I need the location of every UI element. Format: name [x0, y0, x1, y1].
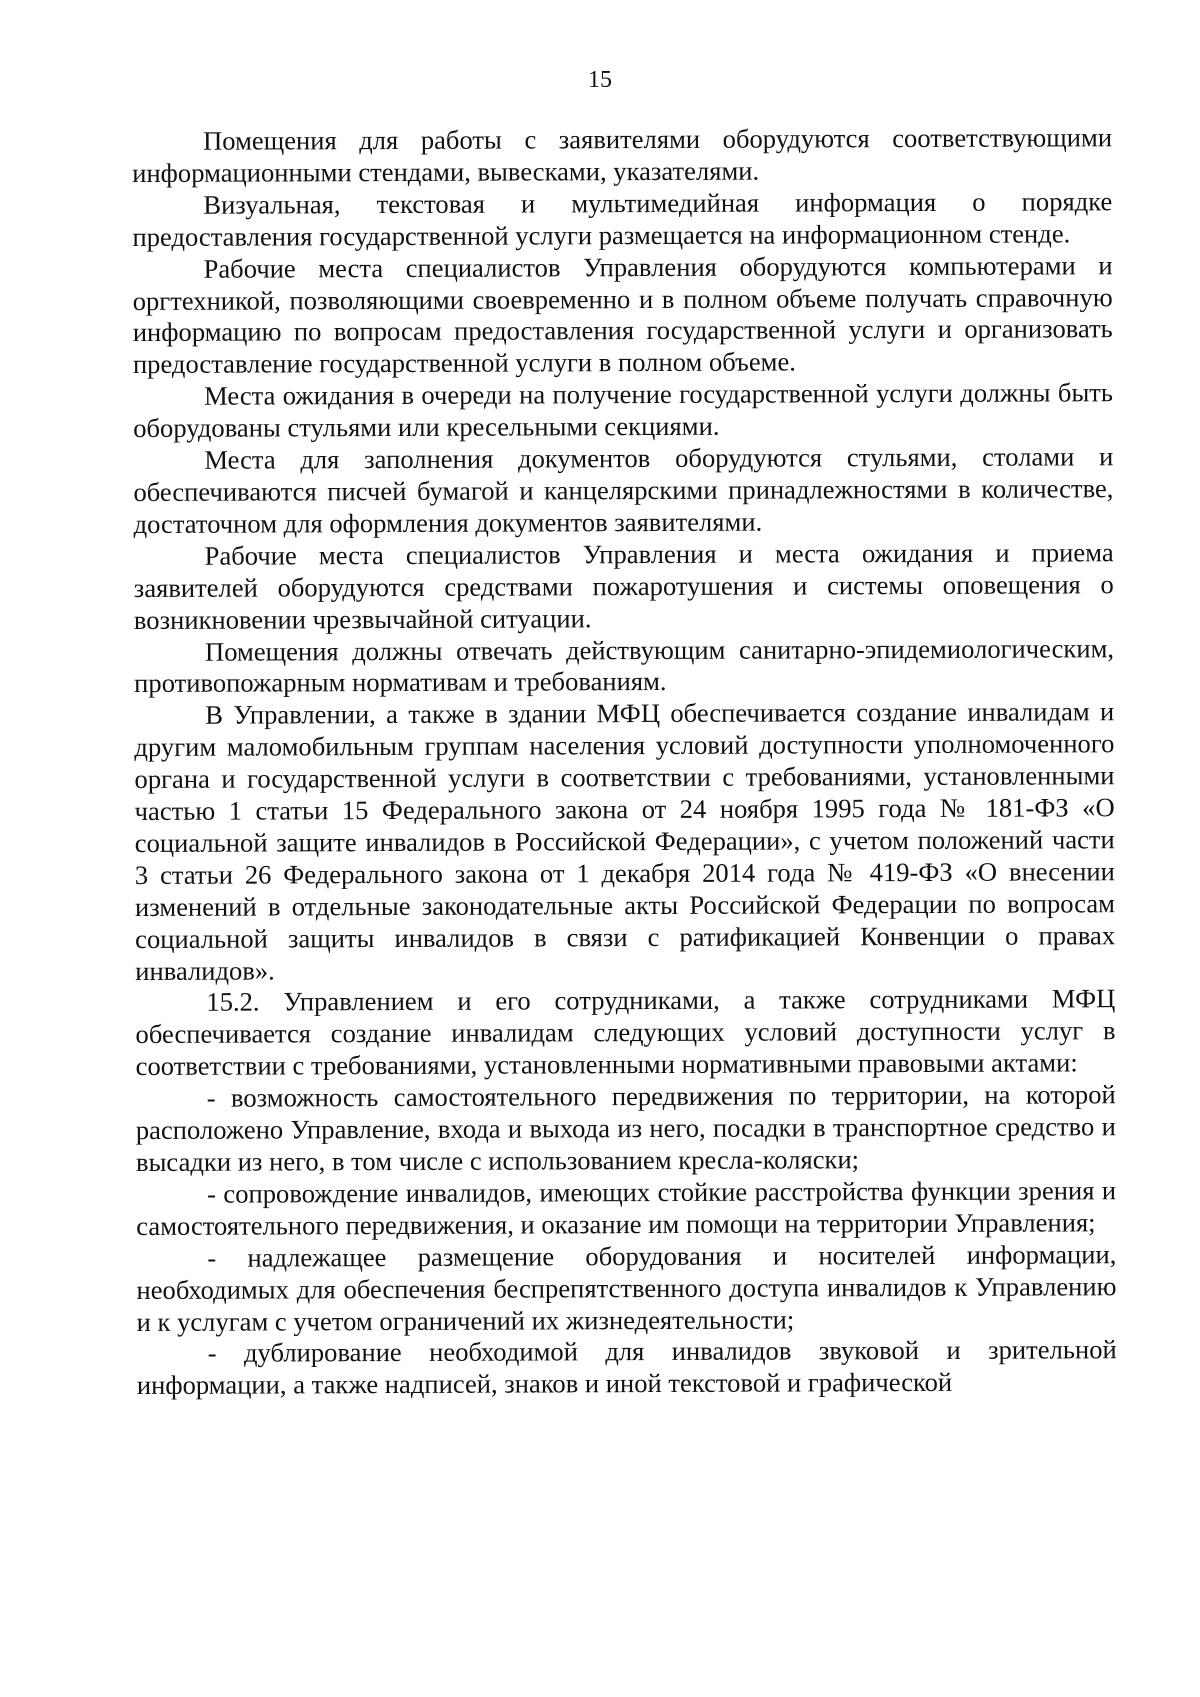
list-item-equipment-placement: - надлежащее размещение оборудования и носителей информации, необходимых для обеспечения беспрепятственного доступа инвалидов к Управлению и к услугам с учетом ограничений их жизнедеятельности; [136, 1238, 1117, 1337]
paragraph-specialist-workplaces: Рабочие места специалистов Управления оборудуются компьютерами и оргтехникой, позволяющими своевременно и в полном объеме получать справочную информацию по вопросам предоставления государственной услуги и организовать предоставление государственной услуги в полном объеме. [132, 249, 1113, 380]
document-body [132, 122, 1117, 1402]
paragraph-sanitary-norms: Помещения должны отвечать действующим санитарно-эпидемиологическим, противопожарным нормативам и требованиям. [134, 632, 1115, 699]
list-item-independent-movement: - возможность самостоятельного передвижения по территории, на которой расположено Управление, входа и выхода из него, посадки в транспортное средство и высадки из него, в том числе с использованием кресла-коляски; [135, 1079, 1116, 1177]
paragraph-waiting-places: Места ожидания в очереди на получение государственной услуги должны быть оборудованы стульями или кресельными секциями. [133, 377, 1114, 444]
list-item-information-duplication: - дублирование необходимой для инвалидов звуковой и зрительной информации, а также надписей, знаков и иной текстовой и графической [136, 1334, 1117, 1401]
paragraph-fire-safety: Рабочие места специалистов Управления и места ожидания и приема заявителей оборудуются средствами пожаротушения и системы оповещения о возникновении чрезвычайной ситуации. [133, 537, 1114, 635]
paragraph-premises-equipment: Помещения для работы с заявителями оборудуются соответствующими информационными стендами, вывесками, указателями. [132, 122, 1113, 188]
list-item-escort: - сопровождение инвалидов, имеющих стойкие расстройства функции зрения и самостоятельного передвижения, и оказание им помощи на территории Управления; [136, 1175, 1117, 1241]
page-number: 15 [588, 67, 612, 93]
paragraph-accessibility-law: В Управлении, а также в здании МФЦ обеспечивается создание инвалидам и другим маломобильным группам населения условий доступности уполномоченного органа и государственной услуги в соответствии с требованиями, установленными частью 1 статьи 15 Федерального закона от 24 ноября 1995 года № 181-ФЗ «О социальной защите инвалидов в Российской Федерации», с учетом положений части 3 статьи 26 Федерального закона от 1 декабря 2014 года № 419-ФЗ «О внесении изменений в отдельные законодательные акты Российской Федерации по вопросам социальной защиты инвалидов в связи с ратификацией Конвенции о правах инвалидов». [134, 696, 1116, 986]
paragraph-visual-information: Визуальная, текстовая и мультимедийная информация о порядке предоставления государственной услуги размещается на информационном стенде. [132, 186, 1113, 252]
paragraph-document-filling-places: Места для заполнения документов оборудуются стульями, столами и обеспечиваются писчей бумагой и канцелярскими принадлежностями в количестве, достаточном для оформления документов заявителями. [133, 441, 1114, 539]
paragraph-section-15-2: 15.2. Управлением и его сотрудниками, а также сотрудниками МФЦ обеспечивается создание инвалидам следующих условий доступности услуг в соответствии с требованиями, установленными нормативными правовыми актами: [135, 983, 1116, 1082]
